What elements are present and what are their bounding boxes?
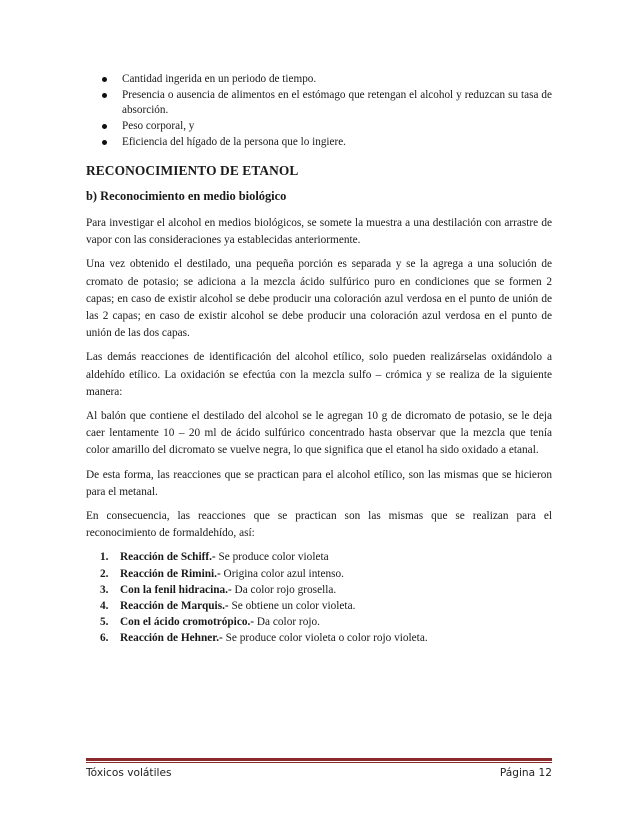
paragraph: Para investigar el alcohol en medios biológicos, se somete la muestra a una destilación con arrastre de vapor con las consideraciones ya establecidas anteriormente. [86, 217, 552, 247]
bullet-item: Presencia o ausencia de alimentos en el estómago que retengan el alcohol y reduzcan su tasa de absorción. [86, 88, 552, 117]
paragraph: Al balón que contiene el destilado del alcohol se le agregan 10 g de dicromato de potasio, se le deja caer lentamente 10 – 20 ml de ácido sulfúrico concentrado hasta observar que la mezcla que tenía color amarillo del dicromato se vuelve negra, lo que significa que el etanol ha sido oxidado a etanal. [86, 410, 552, 457]
list-item: 1. Reacción de Schiff.- Se produce color violeta [100, 551, 329, 564]
bullet-dot-icon [102, 77, 107, 82]
bullet-item: Peso corporal, y [86, 119, 552, 134]
paragraph: En consecuencia, las reacciones que se practican son las mismas que se realizan para el reconocimiento de formaldehído, así: [86, 510, 552, 540]
body-text [86, 215, 552, 646]
paragraph: Una vez obtenido el destilado, una pequeña porción es separada y se la agrega a una solución de cromato de potasio; se adiciona a la mezcla ácido sulfúrico puro en condiciones que se formen 2 capas; en caso de existir alcohol se debe producir una coloración azul verdosa en el punto de unión de las 2 capas; en caso de existir alcohol se debe producir una coloración azul verdosa en el punto de unión de las dos capas. [86, 258, 552, 340]
list-item: 6. Reacción de Hehner.- Se produce color violeta o color rojo violeta. [100, 631, 428, 644]
bullet-item: Eficiencia del hígado de la persona que lo ingiere. [86, 135, 552, 150]
bullet-dot-icon [102, 124, 107, 129]
list-item: 2. Reacción de Rimini.- Origina color azul intenso. [100, 567, 345, 580]
bullet-item: Cantidad ingerida en un periodo de tiempo. [86, 72, 552, 87]
paragraph: Las demás reacciones de identificación del alcohol etílico, solo pueden realizárselas oxidándolo a aldehído etílico. La oxidación se efectúa con la mezcla sulfo – crómica y se realiza de la siguiente manera: [86, 351, 552, 398]
list-item: 3. Con la fenil hidracina.- Da color rojo grosella. [100, 583, 337, 596]
bullet-dot-icon [102, 140, 107, 145]
section-heading: RECONOCIMIENTO DE ETANOL [86, 163, 299, 178]
list-item: 4. Reacción de Marquis.- Se obtiene un color violeta. [100, 599, 356, 612]
bullet-dot-icon [102, 93, 107, 98]
page-number: Página 12 [499, 767, 552, 779]
footer-title: Tóxicos volátiles [86, 767, 172, 779]
paragraph: De esta forma, las reacciones que se practican para el alcohol etílico, son las mismas que se hicieron para el metanal. [86, 468, 552, 498]
subsection-heading: b) Reconocimiento en medio biológico [86, 189, 287, 203]
list-item: 5. Con el ácido cromotrópico.- Da color rojo. [100, 615, 320, 628]
factor-bullet-list [86, 72, 552, 151]
footer-divider-thin [86, 762, 552, 763]
document-page [86, 0, 552, 826]
reactions-list [86, 549, 552, 646]
footer-divider [86, 758, 552, 761]
